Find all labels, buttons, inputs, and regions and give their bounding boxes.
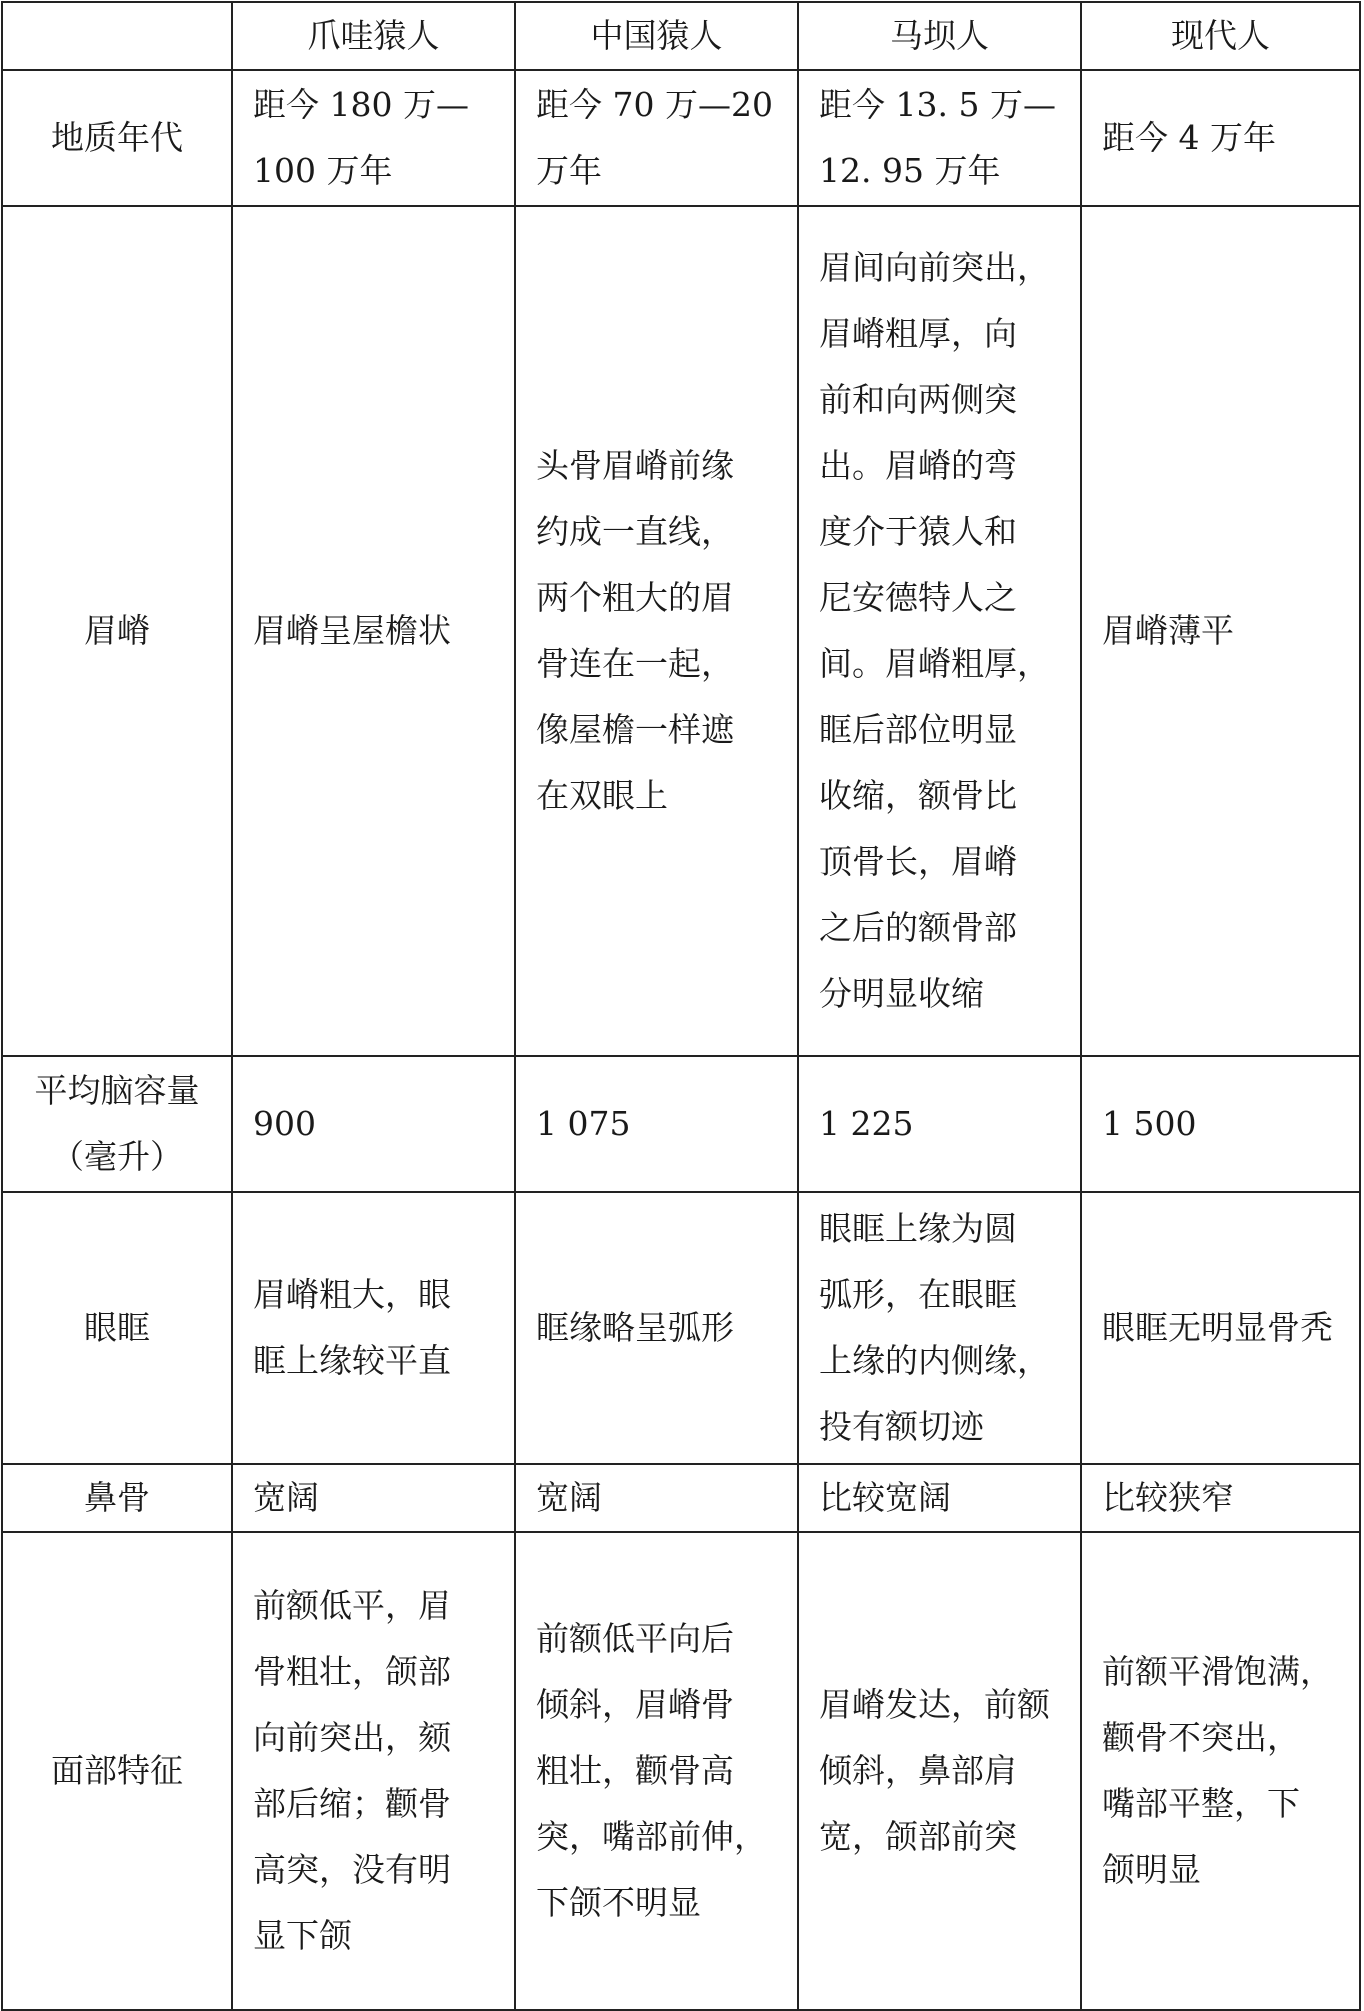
header-cell-java-man: 爪哇猿人 <box>232 2 515 70</box>
cell-geologic-age-peking: 距今 70 万—20 万年 <box>515 70 798 206</box>
cell-brow-ridge-modern: 眉嵴薄平 <box>1081 206 1360 1056</box>
cell-eye-socket-modern: 眼眶无明显骨秃 <box>1081 1192 1360 1464</box>
row-label-brain-capacity: 平均脑容量 （毫升） <box>2 1056 232 1192</box>
cell-eye-socket-peking: 眶缘略呈弧形 <box>515 1192 798 1464</box>
cell-nasal-bone-peking: 宽阔 <box>515 1464 798 1532</box>
table-row-geologic-age <box>2 70 1360 206</box>
header-row <box>2 2 1360 70</box>
cell-brow-ridge-java: 眉嵴呈屋檐状 <box>232 206 515 1056</box>
header-cell-corner <box>2 2 232 70</box>
table-row-brow-ridge <box>2 206 1360 1056</box>
header-cell-peking-man: 中国猿人 <box>515 2 798 70</box>
cell-nasal-bone-modern: 比较狭窄 <box>1081 1464 1360 1532</box>
cell-facial-features-modern: 前额平滑饱满， 颧骨不突出， 嘴部平整，下 颌明显 <box>1081 1532 1360 2010</box>
table-row-brain-capacity <box>2 1056 1360 1192</box>
table-row-eye-socket <box>2 1192 1360 1464</box>
cell-geologic-age-maba: 距今 13. 5 万— 12. 95 万年 <box>798 70 1081 206</box>
cell-brow-ridge-maba: 眉间向前突出， 眉嵴粗厚，向 前和向两侧突 出。眉嵴的弯 度介于猿人和 尼安德特人之 间。眉嵴粗厚， 眶后部位明显 收缩，额骨比 顶骨长，眉嵴 之后的额骨部 分明显收缩 <box>798 206 1081 1056</box>
cell-nasal-bone-java: 宽阔 <box>232 1464 515 1532</box>
header-cell-modern-human: 现代人 <box>1081 2 1360 70</box>
cell-eye-socket-java: 眉嵴粗大，眼 眶上缘较平直 <box>232 1192 515 1464</box>
cell-brain-capacity-java: 900 <box>232 1056 515 1192</box>
cell-facial-features-maba: 眉嵴发达，前额 倾斜，鼻部肩 宽，颌部前突 <box>798 1532 1081 2010</box>
cell-brain-capacity-peking: 1 075 <box>515 1056 798 1192</box>
cell-facial-features-peking: 前额低平向后 倾斜，眉嵴骨 粗壮，颧骨高 突，嘴部前伸， 下颌不明显 <box>515 1532 798 2010</box>
header-cell-maba-man: 马坝人 <box>798 2 1081 70</box>
cell-facial-features-java: 前额低平，眉 骨粗壮，颌部 向前突出，颏 部后缩；颧骨 高突，没有明 显下颌 <box>232 1532 515 2010</box>
table-row-facial-features <box>2 1532 1360 2010</box>
row-label-brow-ridge: 眉嵴 <box>2 206 232 1056</box>
row-label-geologic-age: 地质年代 <box>2 70 232 206</box>
hominid-comparison-table <box>1 1 1361 2011</box>
cell-geologic-age-modern: 距今 4 万年 <box>1081 70 1360 206</box>
cell-geologic-age-java: 距今 180 万— 100 万年 <box>232 70 515 206</box>
row-label-facial-features: 面部特征 <box>2 1532 232 2010</box>
cell-brain-capacity-maba: 1 225 <box>798 1056 1081 1192</box>
table-row-nasal-bone <box>2 1464 1360 1532</box>
cell-nasal-bone-maba: 比较宽阔 <box>798 1464 1081 1532</box>
row-label-nasal-bone: 鼻骨 <box>2 1464 232 1532</box>
cell-brain-capacity-modern: 1 500 <box>1081 1056 1360 1192</box>
cell-brow-ridge-peking: 头骨眉嵴前缘 约成一直线， 两个粗大的眉 骨连在一起， 像屋檐一样遮 在双眼上 <box>515 206 798 1056</box>
cell-eye-socket-maba: 眼眶上缘为圆 弧形，在眼眶 上缘的内侧缘， 投有额切迹 <box>798 1192 1081 1464</box>
row-label-eye-socket: 眼眶 <box>2 1192 232 1464</box>
